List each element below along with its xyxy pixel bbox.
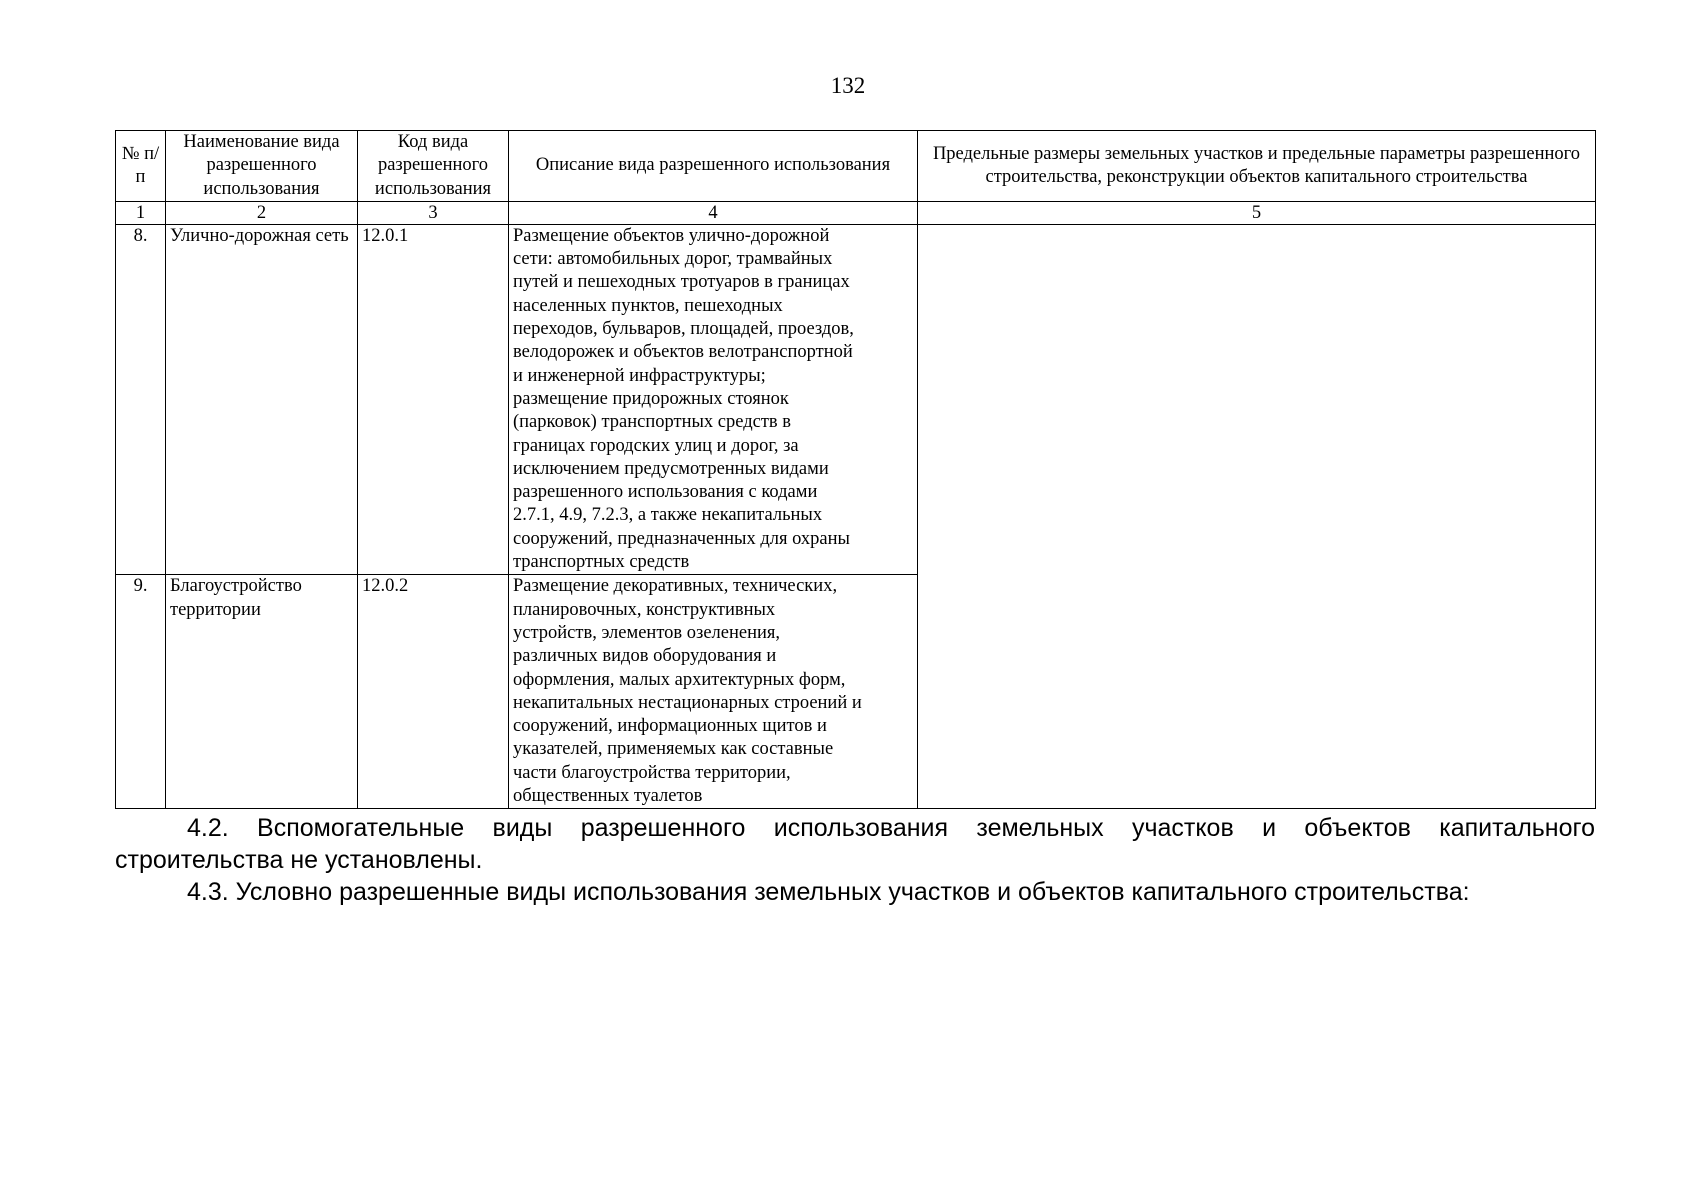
paragraph-4-3: 4.3. Условно разрешенные виды использования земельных участков и объектов капитального строительства: <box>187 878 1470 906</box>
description-line: устройств, элементов озеленения, <box>513 622 781 643</box>
permitted-uses-table <box>115 130 1596 809</box>
description-line: Размещение объектов улично-дорожной <box>513 225 830 246</box>
description-line: сооружений, предназначенных для охраны <box>513 528 850 549</box>
description-line: Размещение декоративных, технических, <box>513 576 838 597</box>
header-number: № п/п <box>116 131 166 202</box>
description-line: велодорожек и объектов велотранспортной <box>513 342 853 363</box>
paragraph-4-2 <box>115 812 1595 876</box>
column-number-row <box>116 201 1596 224</box>
description-line: (парковок) транспортных средств в <box>513 412 792 433</box>
description-line: переходов, бульваров, площадей, проездов, <box>513 319 854 340</box>
column-number: 4 <box>509 201 918 224</box>
description-line: исключением предусмотренных видами <box>513 458 829 479</box>
description-line: некапитальных нестационарных строений и <box>513 692 862 713</box>
use-name: Благоустройство территории <box>166 575 358 809</box>
description-line: путей и пешеходных тротуаров в границах <box>513 272 850 293</box>
description-line: общественных туалетов <box>513 786 703 807</box>
header-use-description: Описание вида разрешенного использования <box>509 131 918 202</box>
header-use-name: Наименование вида разрешенного использования <box>166 131 358 202</box>
description-line: 2.7.1, 4.9, 7.2.3, а также некапитальных <box>513 505 823 526</box>
description-line: оформления, малых архитектурных форм, <box>513 669 846 690</box>
header-limits: Предельные размеры земельных участков и предельные параметры разрешенного строительства, реконструкции объектов капитального строительства <box>918 131 1596 202</box>
description-line: транспортных средств <box>513 552 690 573</box>
column-number: 5 <box>918 201 1596 224</box>
header-use-code: Код вида разрешенного использования <box>358 131 509 202</box>
description-line: населенных пунктов, пешеходных <box>513 295 783 316</box>
description-line: и инженерной инфраструктуры; <box>513 365 766 386</box>
use-description <box>509 224 918 574</box>
description-line: границах городских улиц и дорог, за <box>513 435 799 456</box>
use-code: 12.0.2 <box>358 575 509 809</box>
description-line: части благоустройства территории, <box>513 762 791 783</box>
column-number: 2 <box>166 201 358 224</box>
column-number: 3 <box>358 201 509 224</box>
row-number: 8. <box>116 224 166 574</box>
limits-cell <box>918 224 1596 808</box>
use-name: Улично-дорожная сеть <box>166 224 358 574</box>
column-number: 1 <box>116 201 166 224</box>
table-header-row <box>116 131 1596 202</box>
table-row <box>116 224 1596 574</box>
paragraph-4-2-line-1: 4.2. Вспомогательные виды разрешенного использования земельных участков и объектов капитального <box>187 814 1595 842</box>
description-line: планировочных, конструктивных <box>513 599 776 620</box>
use-description <box>509 575 918 809</box>
description-line: сети: автомобильных дорог, трамвайных <box>513 249 833 270</box>
row-number: 9. <box>116 575 166 809</box>
description-line: размещение придорожных стоянок <box>513 388 789 409</box>
description-line: сооружений, информационных щитов и <box>513 716 827 737</box>
description-line: разрешенного использования с кодами <box>513 482 818 503</box>
use-code: 12.0.1 <box>358 224 509 574</box>
page-number: 132 <box>830 73 866 98</box>
paragraph-4-2-line-2: строительства не установлены. <box>115 846 483 874</box>
description-line: различных видов оборудования и <box>513 646 777 667</box>
description-line: указателей, применяемых как составные <box>513 739 834 760</box>
